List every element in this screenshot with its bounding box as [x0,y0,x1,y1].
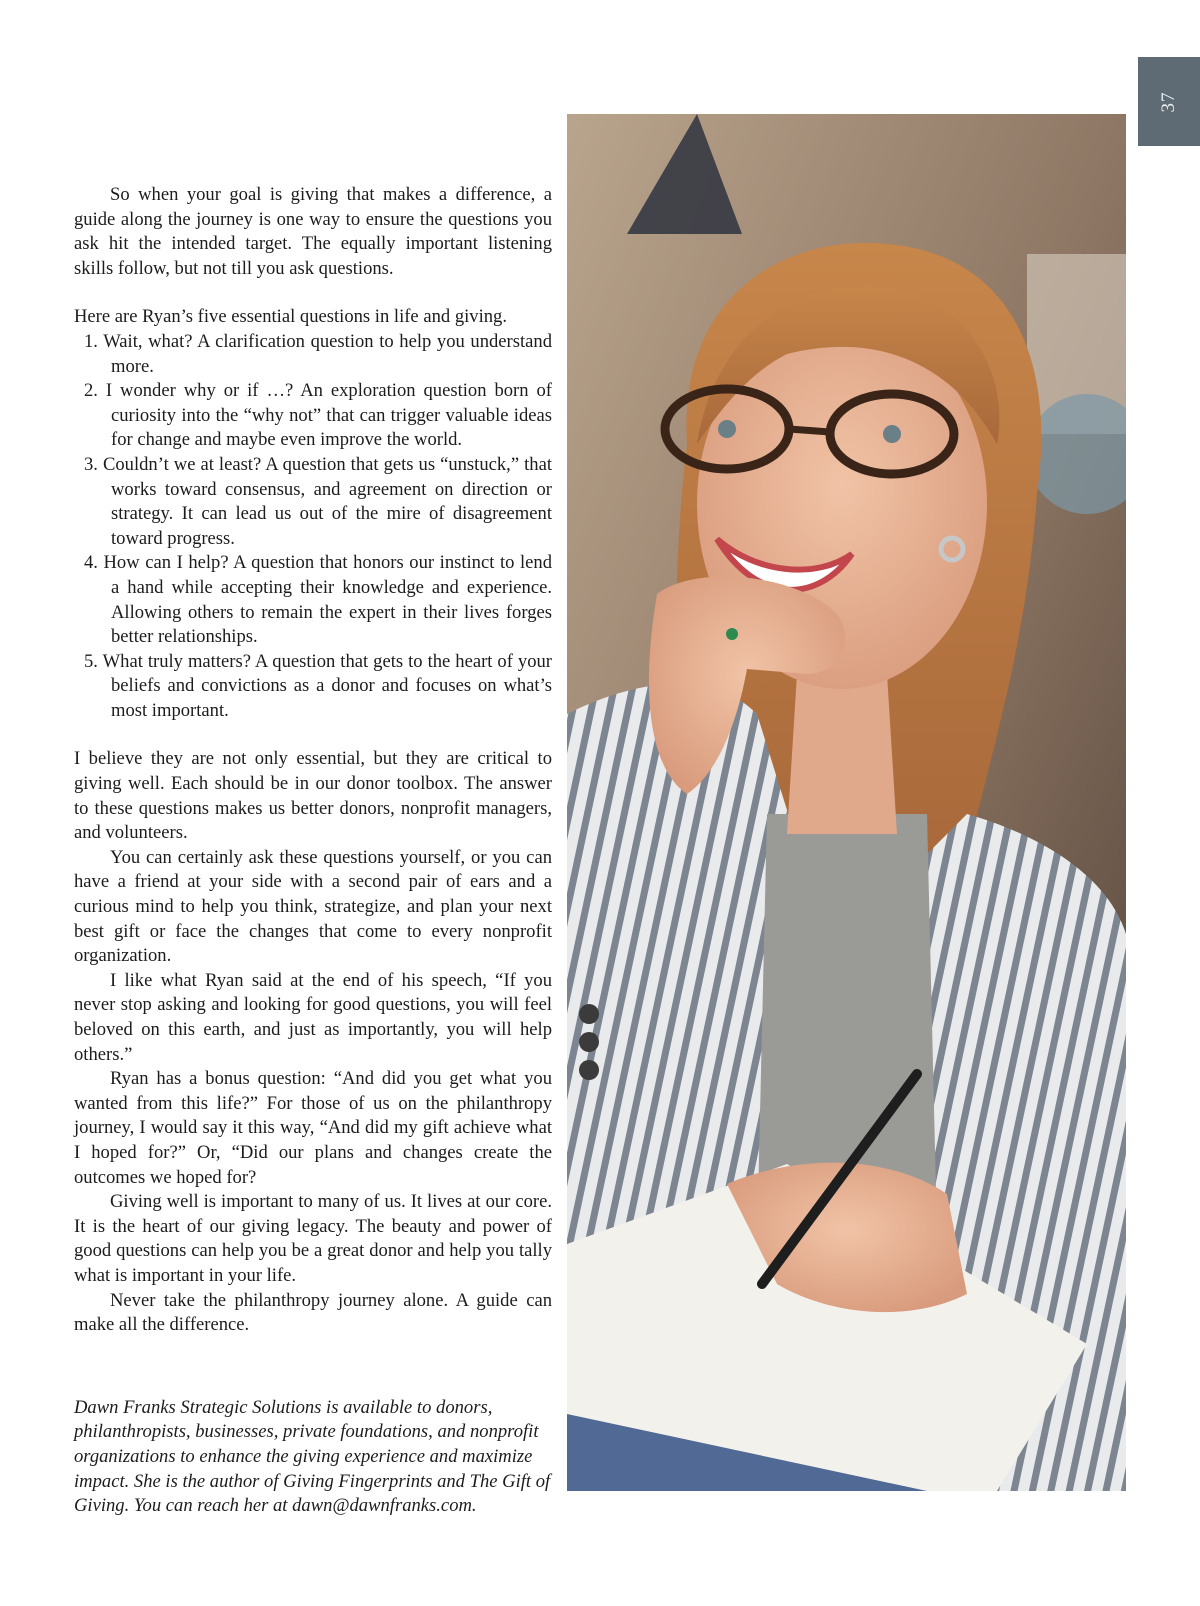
article-paragraph: Ryan has a bonus question: “And did you get what you wanted from this life?” For those of us on the philanthropy journey, I would say it this way, “And did my gift achieve what I hoped for?” Or, “Did our plans and changes create the outcomes we hoped for? [74,1068,552,1188]
page-number-tab [1138,57,1200,146]
page-number: 37 [1158,91,1179,112]
article-paragraph: Never take the philanthropy journey alone. A guide can make all the difference. [74,1289,552,1336]
author-bio: Dawn Franks Strategic Solutions is available to donors, philanthropists, businesses, private foundations, and nonprofit organizations to enhance the giving experience and maximize impact. She is the author of Giving Fingerprints and The Gift of Giving. You can reach her at dawn@dawnfranks.com. [74,1396,551,1517]
article-paragraph: So when your goal is giving that makes a difference, a guide along the journey is one way to ensure the questions you ask hit the intended target. The equally important listening skills follow, but not till you ask questions. [74,184,552,279]
list-intro: Here are Ryan’s five essential questions in life and giving. [74,306,507,328]
question-item-3: 3. Couldn’t we at least? A question that gets us “unstuck,” that works toward consensus, and agreement on direction or strategy. It can lead us out of the mire of disagreement toward progress. [84,453,552,549]
article-paragraph: Giving well is important to many of us. It lives at our core. It is the heart of our giving legacy. The beauty and power of good questions can help you be a great donor and help you tally what is important in your life. [74,1191,552,1286]
question-item-4: 4. How can I help? A question that honors our instinct to lend a hand while accepting their knowledge and experience. Allowing others to remain the expert in their lives forges better relationships. [84,552,552,648]
paragraph-gap [74,281,552,305]
article-paragraph: I believe they are not only essential, but they are critical to giving well. Each should be in our donor toolbox. The answer to these questions makes us better donors, nonprofit managers, and volunteers. [74,748,552,844]
author-photo-illustration [567,114,1126,1491]
article-paragraph: You can certainly ask these questions yourself, or you can have a friend at your side with a second pair of ears and a curious mind to help you think, strategize, and plan your next best gift or face the changes that come to every nonprofit organization. [74,846,552,967]
question-item-1: 1. Wait, what? A clarification question to help you understand more. [84,330,552,377]
questions-list [74,330,552,724]
article-column [74,183,552,1519]
question-item-2: 2. I wonder why or if …? An exploration question born of curiosity into the “why not” that can trigger valuable ideas for change and maybe even improve the world. [84,380,552,451]
author-photo [567,114,1126,1491]
question-item-5: 5. What truly matters? A question that gets to the heart of your beliefs and convictions as a donor and focuses on what’s most important. [84,650,552,721]
paragraph-gap [74,723,552,747]
article-paragraph: I like what Ryan said at the end of his speech, “If you never stop asking and looking for good questions, you will feel beloved on this earth, and just as importantly, you will help others.” [74,969,552,1065]
